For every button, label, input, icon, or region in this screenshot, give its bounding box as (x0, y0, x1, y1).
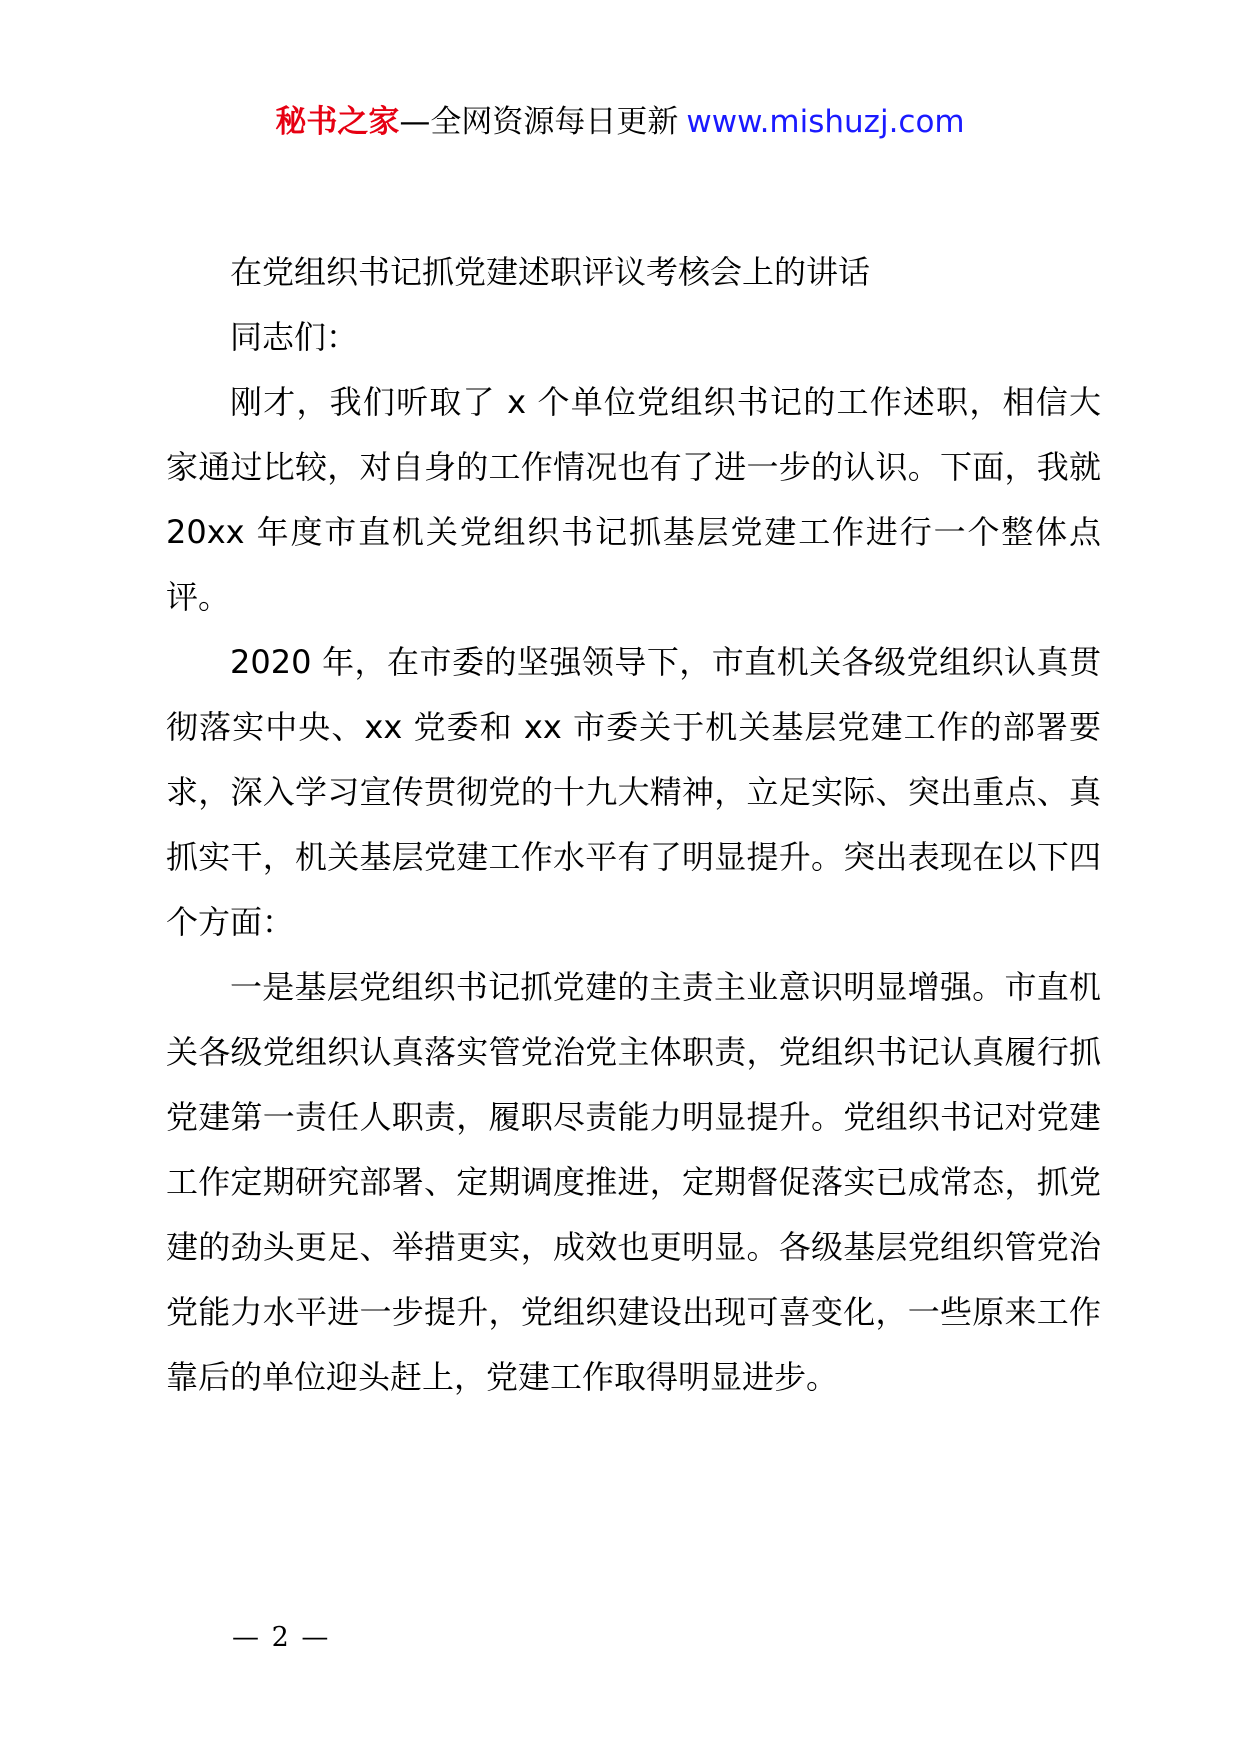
paragraph-2: 2020 年，在市委的坚强领导下，市直机关各级党组织认真贯彻落实中央、xx 党委和 xx 市委关于机关基层党建工作的部署要求，深入学习宣传贯彻党的十九大精神，立足实际、突出重点、真抓实干，机关基层党建工作水平有了明显提升。突出表现在以下四个方面： (166, 643, 1101, 941)
site-url-link[interactable]: www.mishuzj.com (686, 104, 965, 140)
brand-name: 秘书之家 (275, 104, 400, 140)
paragraph-3: 一是基层党组织书记抓党建的主责主业意识明显增强。市直机关各级党组织认真落实管党治党主体职责，党组织书记认真履行抓党建第一责任人职责，履职尽责能力明显提升。党组织书记对党建工作定期研究部署、定期调度推进，定期督促落实已成常态，抓党建的劲头更足、举措更实，成效也更明显。各级基层党组织管党治党能力水平进一步提升，党组织建设出现可喜变化，一些原来工作靠后的单位迎头赶上，党建工作取得明显进步。 (166, 968, 1101, 1396)
site-slogan: —全网资源每日更新 (399, 104, 679, 140)
document-title: 在党组织书记抓党建述职评议考核会上的讲话 (230, 253, 871, 291)
document-body (166, 240, 1101, 1410)
page-number: — 2 — (232, 1622, 331, 1653)
salutation: 同志们： (230, 318, 359, 356)
site-header (0, 100, 1240, 144)
paragraph-1: 刚才，我们听取了 x 个单位党组织书记的工作述职，相信大家通过比较，对自身的工作情况也有了进一步的认识。下面，我就 20xx 年度市直机关党组织书记抓基层党建工作进行一个整体点评。 (166, 383, 1101, 616)
